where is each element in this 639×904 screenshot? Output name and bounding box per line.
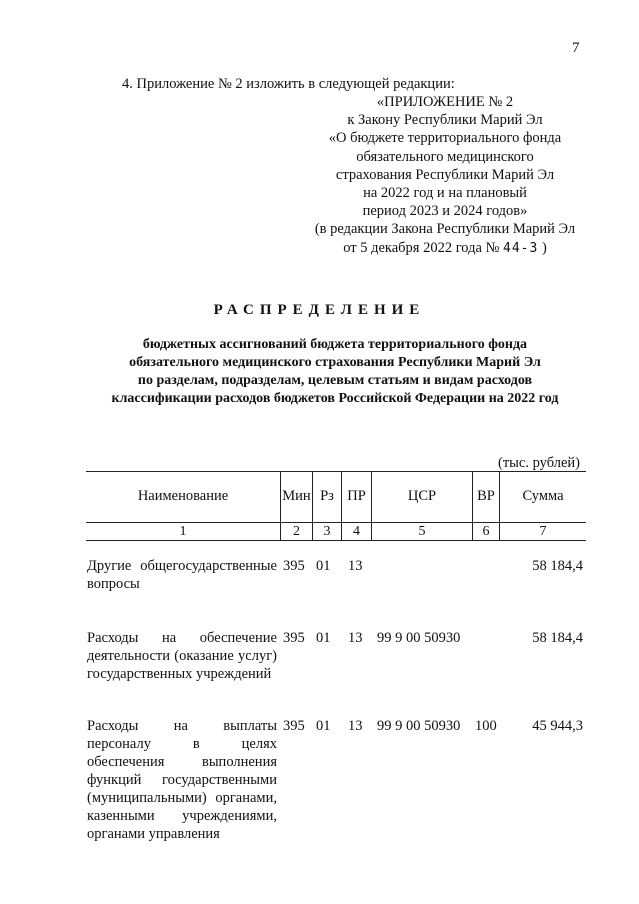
appendix-line: на 2022 год и на плановый (363, 185, 527, 202)
table-header-sum: Сумма (522, 488, 564, 504)
appendix-line: «ПРИЛОЖЕНИЕ № 2 (376, 94, 514, 110)
row-pr: 13 (348, 718, 363, 734)
table-header-csr: ЦСР (407, 488, 437, 504)
appendix-reference-block (300, 93, 590, 258)
table-header-min: Мин (282, 488, 311, 504)
row-pr: 13 (348, 630, 363, 646)
appendix-date-close: ) (541, 239, 547, 256)
row-vr: 100 (475, 718, 497, 734)
row-name: Расходы на обеспечение деятельности (оказание услуг) государственных учреждений (87, 630, 277, 682)
appendix-line: (в редакции Закона Республики Марий Эл (314, 221, 576, 238)
row-pr: 13 (348, 558, 363, 574)
column-number: 2 (293, 523, 300, 539)
appendix-date-line (300, 239, 590, 258)
row-csr: 99 9 00 50930 (377, 718, 461, 734)
table-number-row-border (86, 540, 586, 541)
row-sum: 58 184,4 (532, 630, 583, 646)
appendix-line: страхования Республики Марий Эл (335, 166, 555, 183)
column-number: 4 (353, 523, 360, 539)
row-rz: 01 (316, 718, 331, 734)
column-number: 3 (323, 523, 331, 539)
law-number: 44-З (503, 240, 539, 256)
row-name: Расходы на выплаты персоналу в целях обеспечения выполнения функций государственными (муниципальными) органами, казенными учреждениями, органами управления (87, 718, 277, 842)
row-sum: 45 944,3 (532, 718, 583, 734)
subtitle-line: бюджетных ассигнований бюджета территориального фонда (142, 337, 528, 352)
page-number: 7 (572, 40, 580, 56)
table-header-pr: ПР (347, 488, 366, 504)
subtitle-line: классификации расходов бюджетов Российской Федерации на 2022 год (111, 391, 559, 406)
table-header-vr: ВР (477, 488, 495, 504)
appendix-line: период 2023 и 2024 годов» (362, 203, 528, 220)
appendix-line: обязательного медицинского (356, 148, 534, 165)
column-number: 7 (539, 523, 547, 539)
row-rz: 01 (316, 558, 331, 574)
column-number: 1 (179, 523, 187, 539)
row-min: 395 (283, 718, 305, 734)
row-name: Другие общегосударственные вопросы (87, 558, 277, 592)
units-label: (тыс. рублей) (498, 455, 580, 471)
row-csr: 99 9 00 50930 (377, 630, 461, 646)
row-rz: 01 (316, 630, 331, 646)
appendix-line: к Закону Республики Марий Эл (347, 112, 543, 129)
amendment-intro: 4. Приложение № 2 изложить в следующей редакции: (122, 76, 455, 92)
table-header-rz: Рз (320, 488, 334, 504)
document-subtitle (40, 336, 630, 408)
subtitle-line: обязательного медицинского страхования Республики Марий Эл (129, 355, 541, 370)
row-sum: 58 184,4 (532, 558, 583, 574)
column-number: 6 (482, 523, 490, 539)
subtitle-line: по разделам, подразделам, целевым статьям и видам расходов (137, 373, 533, 388)
row-min: 395 (283, 558, 305, 574)
appendix-date-text: от 5 декабря 2022 года № (343, 239, 500, 256)
table-header-name: Наименование (137, 488, 229, 504)
document-heading: РАСПРЕДЕЛЕНИЕ (213, 302, 426, 318)
appendix-line: «О бюджете территориального фонда (328, 130, 562, 147)
row-min: 395 (283, 630, 305, 646)
column-number: 5 (418, 523, 426, 539)
